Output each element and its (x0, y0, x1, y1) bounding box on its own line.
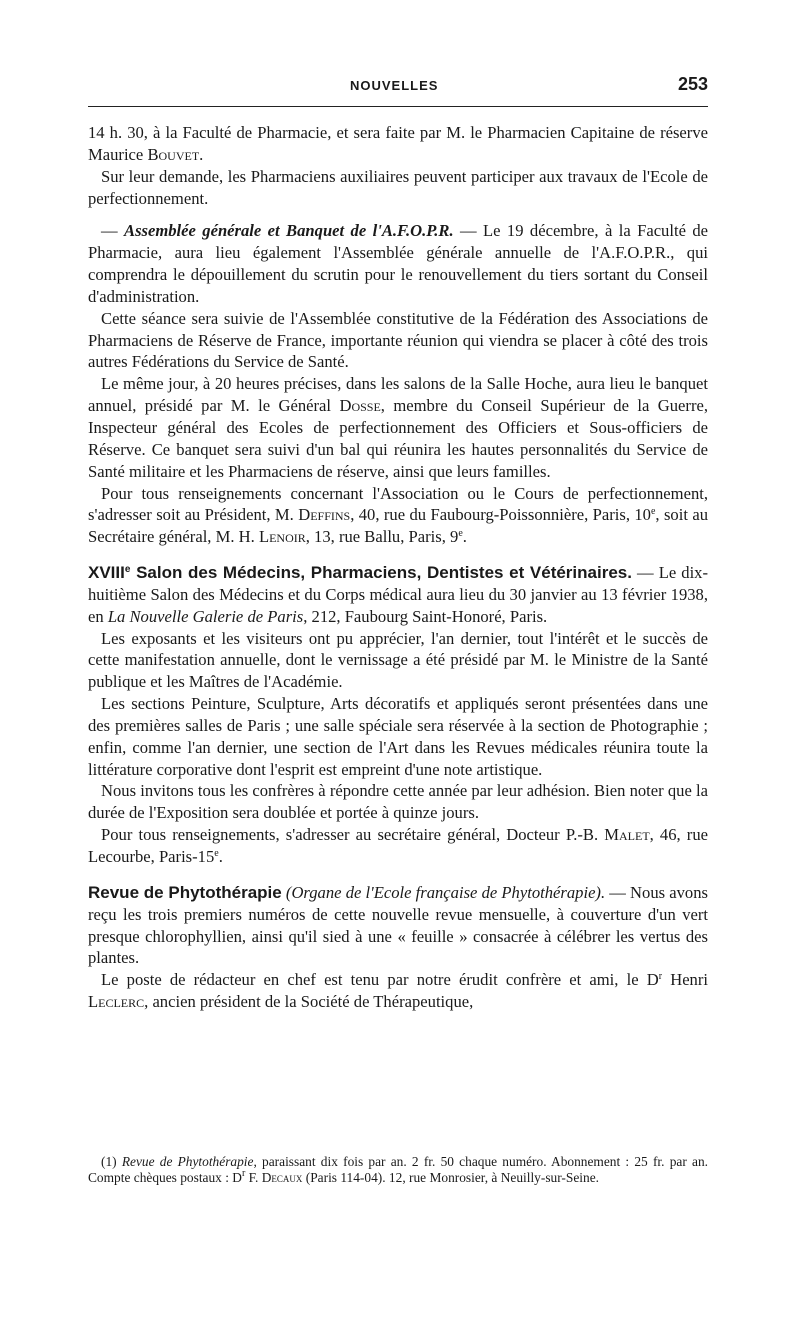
person-name: Lenoir (258, 527, 306, 547)
footnotes (88, 1154, 708, 1185)
paragraph: Nous invitons tous les confrères à répondre cette année par leur adhésion. Bien noter que la durée de l'Exposition sera doublée et portée à quinze jours. (88, 781, 708, 823)
section-salon: XVIIIe Salon des Médecins, Pharmaciens, Dentistes et Vétérinaires. — Le dix-huitième Salon des Médecins et du Corps médical aura lieu du 30 janvier au 13 février 1938, en La Nouvelle Galerie de Paris, 212, Faubourg Saint-Honoré, Paris. (88, 563, 708, 626)
person-name: Leclerc (88, 992, 145, 1012)
paragraph: Le poste de rédacteur en chef est tenu par notre érudit confrère et ami, le $D^r$ Henri Leclerc, ancien président de la Société de Thérapeutique, (88, 970, 708, 1012)
paragraph: Sur leur demande, les Pharmaciens auxiliaires peuvent participer aux travaux de l'Ecole de perfectionnement. (88, 166, 708, 208)
section-revue: Revue de Phytothérapie (Organe de l'Ecole française de Phytothérapie). — Nous avons reçu les trois premiers numéros de cette nouvelle revue mensuelle, à couverture d'un vert presque chlorophyllien, ainsi qu'il sied à une « feuille » consacrée à célébrer les vertus des plantes. (88, 882, 708, 968)
person-name: Deffins (298, 505, 351, 525)
paragraph: Le même jour, à 20 heures précises, dans les salons de la Salle Hoche, aura lieu le banquet annuel, présidé par M. le Général Dosse, membre du Conseil Supérieur de la Guerre, Inspecteur général des Ecoles de perfectionnement des Officiers et Sous-officiers de Réserve. Ce banquet sera suivi d'un bal qui réunira les hautes personnalités du Service de Santé militaire et les Pharmaciens de réserve, ainsi que leurs familles. (88, 374, 708, 481)
paragraph: Cette séance sera suivie de l'Assemblée constitutive de la Fédération des Associations de Pharmaciens de Réserve de France, importante réunion qui viendra se placer à côté des trois autres Fédérations du Service de Santé. (88, 308, 708, 372)
footnote: (1) Revue de Phytothérapie, paraissant dix fois par an. 2 fr. 50 chaque numéro. Abonnement : 25 fr. par an. Compte chèques postaux : $D^r$ F. Decaux (Paris 114-04). 12, rue Monrosier, à Neuilly-sur-Seine. (88, 1154, 708, 1185)
paragraph: Les exposants et les visiteurs ont pu apprécier, l'an dernier, tout l'intérêt et le succès de cette manifestation annuelle, dont le vernissage a été présidé par M. le Ministre de la Santé publique et les Maîtres de l'Académie. (88, 628, 708, 692)
paragraph: Pour tous renseignements concernant l'Association ou le Cours de perfectionnement, s'adresser soit au Président, M. Deffins, 40, rue du Faubourg-Poissonnière, Paris, 10e, soit au Secrétaire général, M. H. Lenoir, 13, rue Ballu, Paris, 9e. (88, 483, 708, 547)
person-name: Bouvet (147, 144, 200, 164)
running-title: NOUVELLES (350, 78, 439, 93)
section-heading: Assemblée générale et Banquet de l'A.F.O.P.R. (124, 221, 454, 241)
page-header (88, 74, 708, 98)
header-rule (88, 106, 708, 107)
person-name: Dosse (339, 396, 381, 416)
page-number: 253 (677, 74, 708, 94)
paragraph: Pour tous renseignements, s'adresser au secrétaire général, Docteur P.-B. Malet, 46, rue Lecourbe, Paris-15e. (88, 825, 708, 866)
paragraph: Les sections Peinture, Sculpture, Arts décoratifs et appliqués seront présentées dans une des premières salles de Paris ; une salle spéciale sera réservée à la section de Photographie ; enfin, comme l'an dernier, une section de l'Art dans les Revues médicales réunira toute la littérature corporative dont l'esprit est empreint d'une note artistique. (88, 694, 708, 779)
article-body (88, 122, 708, 1013)
section-heading: Revue de Phytothérapie (88, 882, 282, 902)
section-heading: XVIIIe Salon des Médecins, Pharmaciens, Dentistes et Vétérinaires. (88, 563, 632, 583)
person-name: Decaux (261, 1169, 303, 1185)
paragraph: 14 h. 30, à la Faculté de Pharmacie, et sera faite par M. le Pharmacien Capitaine de réserve Maurice Bouvet. (88, 123, 708, 164)
section-assemblee: — Assemblée générale et Banquet de l'A.F.O.P.R. — Le 19 décembre, à la Faculté de Pharmacie, aura lieu également l'Assemblée générale annuelle de l'A.F.O.P.R., qui comprendra le dépouillement du scrutin pour le renouvellement du tiers sortant du Conseil d'administration. (88, 221, 708, 306)
person-name: Malet (604, 825, 650, 845)
